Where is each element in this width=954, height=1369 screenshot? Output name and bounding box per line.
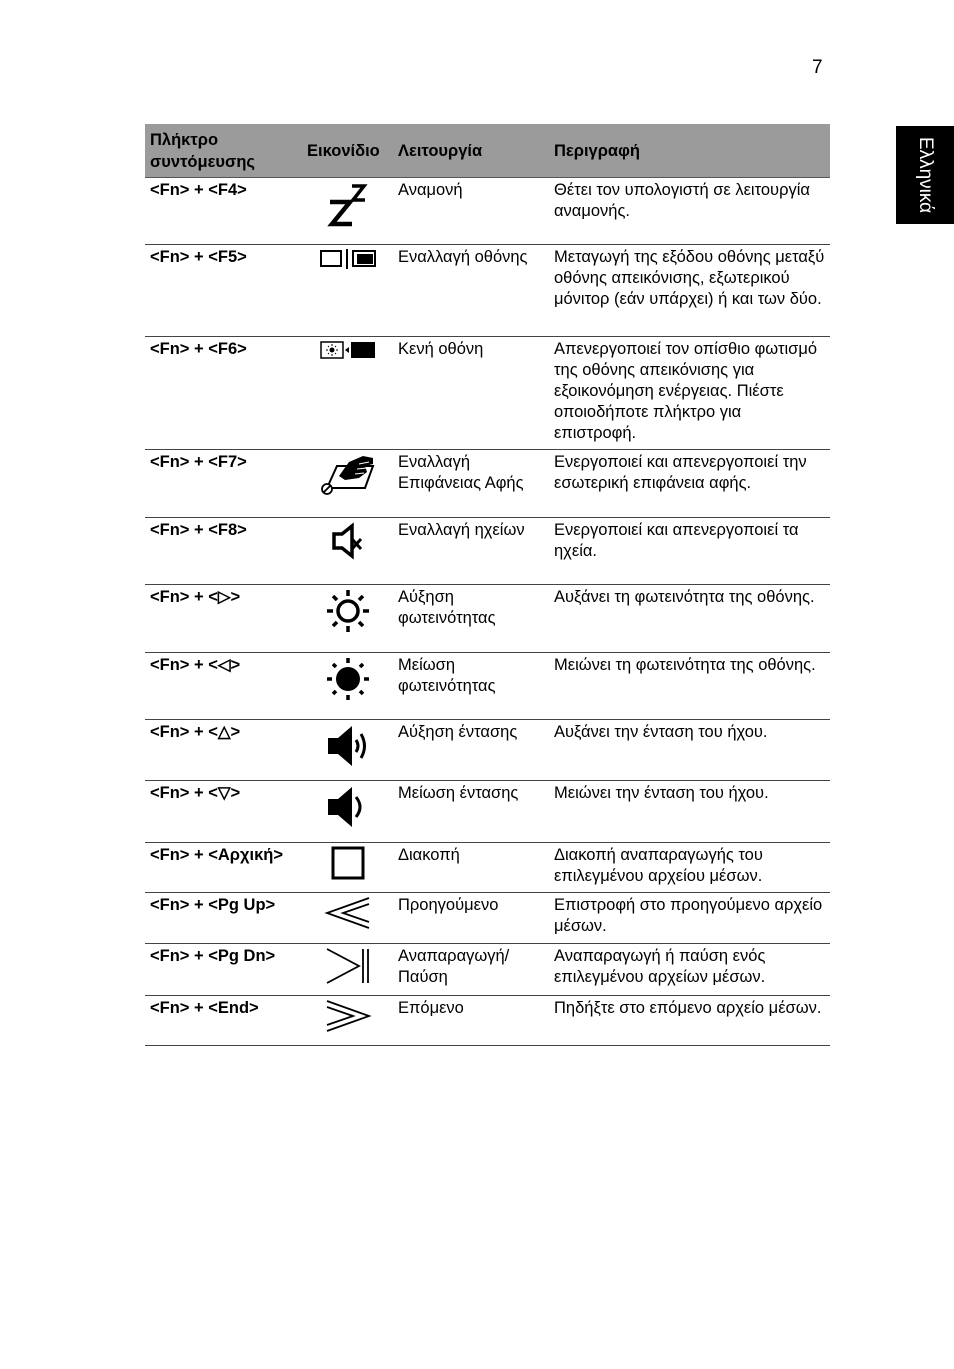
table-row bbox=[145, 337, 830, 450]
table-row bbox=[145, 720, 830, 781]
shortcut-key: <Fn> + <F8> bbox=[145, 518, 302, 585]
table-row bbox=[145, 178, 830, 245]
function-label: Εναλλαγή ηχείων bbox=[393, 518, 549, 585]
table-row bbox=[145, 518, 830, 585]
shortcut-key: <Fn> + <F6> bbox=[145, 337, 302, 450]
function-label: Προηγούμενο bbox=[393, 893, 549, 944]
table-row bbox=[145, 944, 830, 996]
function-label: Μείωση έντασης bbox=[393, 781, 549, 843]
table-row bbox=[145, 585, 830, 653]
shortcut-key: <Fn> + <End> bbox=[145, 996, 302, 1046]
volume-up-icon bbox=[324, 722, 372, 776]
table-header-row bbox=[145, 124, 830, 178]
table-row bbox=[145, 843, 830, 893]
header-icon: Εικονίδιο bbox=[302, 124, 393, 178]
stop-icon bbox=[330, 845, 366, 887]
shortcut-key: <Fn> + <▷> bbox=[145, 585, 302, 653]
description-text: Θέτει τον υπολογιστή σε λειτουργία αναμονής. bbox=[549, 178, 830, 245]
table-row bbox=[145, 450, 830, 518]
function-label: Εναλλαγή Επιφάνειας Αφής bbox=[393, 450, 549, 518]
speaker-mute-icon bbox=[328, 520, 368, 568]
table-row bbox=[145, 245, 830, 337]
description-text: Αυξάνει τη φωτεινότητα της οθόνης. bbox=[549, 585, 830, 653]
function-label: Μείωση φωτεινότητας bbox=[393, 653, 549, 720]
function-label: Αύξηση φωτεινότητας bbox=[393, 585, 549, 653]
function-label: Αναμονή bbox=[393, 178, 549, 245]
next-track-icon bbox=[323, 998, 373, 1040]
language-tab-label: Ελληνικά bbox=[915, 136, 936, 214]
screen-blank-icon bbox=[319, 339, 377, 367]
volume-down-icon bbox=[324, 783, 372, 837]
header-shortcut-key: Πλήκτρο συντόμευσης bbox=[145, 124, 302, 178]
shortcut-table bbox=[145, 124, 830, 1046]
previous-track-icon bbox=[323, 895, 373, 937]
table-row bbox=[145, 893, 830, 944]
sleep-zz-icon bbox=[324, 180, 372, 238]
function-label: Εναλλαγή οθόνης bbox=[393, 245, 549, 337]
description-text: Αυξάνει την ένταση του ήχου. bbox=[549, 720, 830, 781]
shortcut-key: <Fn> + <◁> bbox=[145, 653, 302, 720]
description-text: Μειώνει τη φωτεινότητα της οθόνης. bbox=[549, 653, 830, 720]
header-function: Λειτουργία bbox=[393, 124, 549, 178]
description-text: Ενεργοποιεί και απενεργοποιεί την εσωτερική επιφάνεια αφής. bbox=[549, 450, 830, 518]
function-label: Διακοπή bbox=[393, 843, 549, 893]
function-label: Επόμενο bbox=[393, 996, 549, 1046]
table-row bbox=[145, 781, 830, 843]
shortcut-key: <Fn> + <Αρχική> bbox=[145, 843, 302, 893]
shortcut-key: <Fn> + <F7> bbox=[145, 450, 302, 518]
table-row bbox=[145, 653, 830, 720]
function-label: Αναπαραγωγή/ Παύση bbox=[393, 944, 549, 996]
shortcut-key: <Fn> + <△> bbox=[145, 720, 302, 781]
description-text: Μειώνει την ένταση του ήχου. bbox=[549, 781, 830, 843]
brightness-up-icon bbox=[324, 587, 372, 641]
brightness-down-icon bbox=[324, 655, 372, 709]
touchpad-toggle-icon bbox=[319, 452, 377, 502]
page-number: 7 bbox=[812, 57, 823, 78]
description-text: Αναπαραγωγή ή παύση ενός επιλεγμένου αρχείων μέσων. bbox=[549, 944, 830, 996]
description-text: Ενεργοποιεί και απενεργοποιεί τα ηχεία. bbox=[549, 518, 830, 585]
shortcut-key: <Fn> + <F5> bbox=[145, 245, 302, 337]
shortcut-key: <Fn> + <Pg Dn> bbox=[145, 944, 302, 996]
shortcut-key: <Fn> + <Pg Up> bbox=[145, 893, 302, 944]
display-toggle-icon bbox=[319, 247, 377, 277]
description-text: Πηδήξτε στο επόμενο αρχείο μέσων. bbox=[549, 996, 830, 1046]
function-label: Κενή οθόνη bbox=[393, 337, 549, 450]
description-text: Απενεργοποιεί τον οπίσθιο φωτισμό της οθόνης απεικόνισης για εξοικονόμηση ενέργειας. Πιέστε οποιοδήποτε πλήκτρο για επιστροφή. bbox=[549, 337, 830, 450]
shortcut-key: <Fn> + <▽> bbox=[145, 781, 302, 843]
header-description: Περιγραφή bbox=[549, 124, 830, 178]
description-text: Επιστροφή στο προηγούμενο αρχείο μέσων. bbox=[549, 893, 830, 944]
shortcut-key: <Fn> + <F4> bbox=[145, 178, 302, 245]
description-text: Μεταγωγή της εξόδου οθόνης μεταξύ οθόνης απεικόνισης, εξωτερικού μόνιτορ (εάν υπάρχει) ή και των δύο. bbox=[549, 245, 830, 337]
description-text: Διακοπή αναπαραγωγής του επιλεγμένου αρχείου μέσων. bbox=[549, 843, 830, 893]
function-label: Αύξηση έντασης bbox=[393, 720, 549, 781]
table-row bbox=[145, 996, 830, 1046]
language-tab bbox=[896, 126, 954, 224]
play-pause-icon bbox=[323, 946, 373, 992]
